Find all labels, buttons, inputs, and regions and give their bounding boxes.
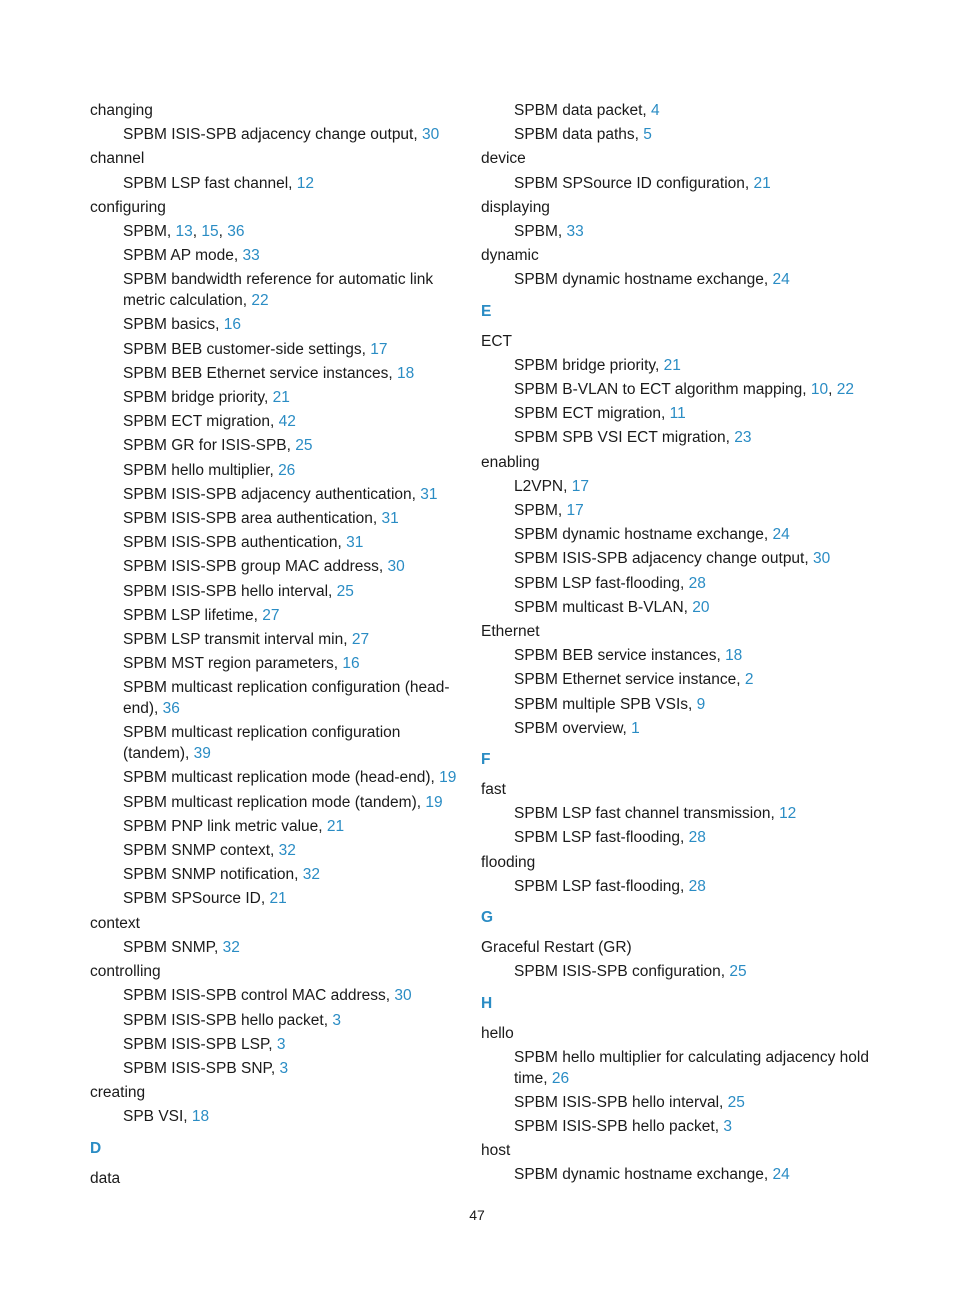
index-subentry-text: SPBM GR for ISIS-SPB, <box>123 437 296 455</box>
index-subentry <box>123 815 470 839</box>
index-subentry-text: SPBM basics, <box>123 316 224 334</box>
index-subentry-text: L2VPN, <box>514 477 572 495</box>
index-subentry <box>514 668 881 692</box>
index-subentry <box>514 172 881 196</box>
index-subentry-text: SPBM bandwidth reference for automatic link metric calculation, <box>123 271 434 310</box>
page-link[interactable]: 17 <box>370 340 388 358</box>
page-link[interactable]: 31 <box>420 485 438 503</box>
page-link[interactable]: 16 <box>342 655 360 673</box>
page-link[interactable]: 4 <box>651 102 660 119</box>
index-subentry-text: SPBM ISIS-SPB authentication, <box>123 534 347 552</box>
index-subentry <box>123 362 470 386</box>
index-column-right <box>481 99 881 1188</box>
page-link[interactable]: 1 <box>631 719 640 737</box>
page-link[interactable]: 13 <box>175 223 193 241</box>
page-link[interactable]: 32 <box>222 938 240 956</box>
page-link[interactable]: 26 <box>551 1069 570 1087</box>
page-link[interactable]: 30 <box>421 126 440 144</box>
page-link[interactable]: 3 <box>723 1117 732 1135</box>
index-subentry <box>514 693 881 717</box>
index-subentry <box>123 386 470 410</box>
page-link[interactable]: 21 <box>269 890 287 908</box>
index-term: creating <box>90 1084 146 1102</box>
page-link[interactable]: 21 <box>753 174 771 192</box>
index-subentry <box>123 483 470 507</box>
index-subentry-text: SPBM ISIS-SPB hello packet, <box>123 1011 333 1029</box>
index-subentry-text: SPBM BEB service instances, <box>514 647 726 665</box>
index-letter-heading: G <box>481 909 494 927</box>
index-subentry-text: SPBM SPB VSI ECT migration, <box>514 429 735 447</box>
index-letter-heading: E <box>481 302 492 320</box>
index-subentry-text: SPBM hello multiplier for calculating adjacency hold time, <box>514 1048 869 1087</box>
index-subentry-text: SPBM LSP lifetime, <box>123 606 263 624</box>
page-link[interactable]: 22 <box>251 292 269 310</box>
index-term: dynamic <box>481 247 539 265</box>
index-subentry-text: SPBM bridge priority, <box>123 389 273 407</box>
page-link[interactable]: 32 <box>278 842 296 860</box>
index-term: flooding <box>481 853 536 871</box>
index-subentry <box>514 644 881 668</box>
index-subentry <box>123 580 470 604</box>
page-link[interactable]: 25 <box>727 1093 745 1111</box>
index-subentry <box>514 717 881 741</box>
index-subentry <box>123 313 470 337</box>
page-link[interactable]: 18 <box>396 364 415 382</box>
index-subentry <box>123 984 470 1008</box>
page-link[interactable]: 24 <box>772 526 790 544</box>
page-link[interactable]: 12 <box>296 174 315 192</box>
index-subentry-text: SPBM ISIS-SPB hello interval, <box>514 1093 728 1111</box>
page-link[interactable]: 30 <box>812 550 831 568</box>
index-subentry <box>123 1009 470 1033</box>
index-subentry-text: SPBM ISIS-SPB LSP, <box>123 1035 277 1053</box>
page-link[interactable]: 31 <box>381 510 399 528</box>
index-subentry-text: SPB VSI, <box>123 1108 192 1126</box>
index-subentry-text: SPBM, <box>514 223 567 241</box>
index-subentry-text: SPBM ISIS-SPB configuration, <box>514 963 730 981</box>
page-link[interactable]: 25 <box>295 437 313 455</box>
index-subentry-text: SPBM hello multiplier, <box>123 461 279 479</box>
index-subentry-text: SPBM SNMP notification, <box>123 866 303 884</box>
index-subentry-text: SPBM MST region parameters, <box>123 655 343 673</box>
index-subentry-text: SPBM PNP link metric value, <box>123 817 327 835</box>
index-term: enabling <box>481 453 540 471</box>
index-subentry <box>514 1115 881 1139</box>
page-link[interactable]: 28 <box>688 877 706 895</box>
page-link[interactable]: 3 <box>332 1011 341 1029</box>
page-link[interactable]: 19 <box>439 769 457 787</box>
index-subentry <box>514 220 881 244</box>
index-subentry <box>123 936 470 960</box>
index-subentry <box>123 434 470 458</box>
index-subentry <box>123 628 470 652</box>
index-subentry <box>123 555 470 579</box>
page-link[interactable]: 32 <box>302 866 321 884</box>
page-link[interactable]: 25 <box>729 963 747 981</box>
page-link[interactable]: 21 <box>663 356 681 374</box>
page-link[interactable]: 30 <box>394 987 412 1005</box>
index-subentry <box>123 839 470 863</box>
index-term: controlling <box>90 963 161 981</box>
page-link[interactable]: 39 <box>193 745 211 763</box>
index-subentry-text: SPBM B-VLAN to ECT algorithm mapping, <box>514 381 811 399</box>
page-link[interactable]: 18 <box>191 1108 210 1126</box>
index-term: fast <box>481 781 506 799</box>
index-subentry-text: SPBM, <box>514 502 567 520</box>
index-subentry-text: SPBM LSP fast channel, <box>123 174 297 192</box>
page-link[interactable]: 33 <box>566 223 584 241</box>
index-subentry <box>123 244 470 268</box>
page-link[interactable]: 22 <box>836 381 855 399</box>
index-subentry-text: SPBM multicast replication mode (head-end), <box>123 769 440 787</box>
index-subentry <box>514 523 881 547</box>
index-subentry <box>514 572 881 596</box>
index-subentry-text: SPBM data packet, <box>514 102 651 119</box>
index-subentry <box>123 887 470 911</box>
index-term: device <box>481 150 526 168</box>
index-subentry-text: SPBM dynamic hostname exchange, <box>514 526 773 544</box>
index-subentry <box>514 596 881 620</box>
index-subentry <box>123 531 470 555</box>
page-link[interactable]: 19 <box>425 793 443 811</box>
index-subentry <box>514 123 881 147</box>
page-separator: , <box>192 223 202 241</box>
index-subentry <box>123 1057 470 1081</box>
index-term: configuring <box>90 198 166 216</box>
index-subentry-text: SPBM LSP fast-flooding, <box>514 877 689 895</box>
index-subentry-text: SPBM multicast replication mode (tandem), <box>123 793 426 811</box>
index-subentry-text: SPBM BEB customer-side settings, <box>123 340 371 358</box>
index-subentry-text: SPBM SNMP, <box>123 938 223 956</box>
index-term: ECT <box>481 332 512 350</box>
page-number: 47 <box>469 1207 485 1223</box>
index-term: host <box>481 1142 511 1160</box>
page-link[interactable]: 17 <box>566 502 584 520</box>
index-subentry <box>514 1163 881 1187</box>
page-link[interactable]: 26 <box>278 461 296 479</box>
index-term: changing <box>90 102 153 119</box>
index-subentry <box>514 268 881 292</box>
index-subentry-text: SPBM ISIS-SPB group MAC address, <box>123 558 388 576</box>
index-subentry <box>123 410 470 434</box>
index-subentry-text: SPBM ISIS-SPB adjacency authentication, <box>123 485 421 503</box>
index-subentry <box>514 1091 881 1115</box>
index-subentry-text: SPBM bridge priority, <box>514 356 664 374</box>
index-subentry <box>123 268 470 313</box>
index-subentry-text: SPBM ISIS-SPB hello interval, <box>123 582 337 600</box>
page-link[interactable]: 12 <box>779 805 797 823</box>
index-subentry <box>514 426 881 450</box>
page-link[interactable]: 18 <box>725 647 743 665</box>
index-subentry-text: SPBM ISIS-SPB area authentication, <box>123 510 382 528</box>
index-subentry-text: SPBM ISIS-SPB adjacency change output, <box>123 126 422 144</box>
page-link[interactable]: 16 <box>223 316 242 334</box>
index-subentry <box>123 676 470 721</box>
index-subentry-text: SPBM LSP transmit interval min, <box>123 631 352 649</box>
index-subentry-text: SPBM AP mode, <box>123 247 243 265</box>
index-subentry-text: SPBM dynamic hostname exchange, <box>514 271 773 289</box>
index-column-left <box>90 99 470 1191</box>
index-subentry <box>123 652 470 676</box>
page-link[interactable]: 3 <box>276 1035 286 1053</box>
index-term: channel <box>90 150 145 168</box>
index-subentry-text: SPBM ISIS-SPB control MAC address, <box>123 987 395 1005</box>
index-subentry <box>123 1105 470 1129</box>
page-link[interactable]: 28 <box>688 829 706 847</box>
index-subentry <box>123 791 470 815</box>
index-subentry <box>514 354 881 378</box>
index-subentry-text: SPBM multicast replication configuration (head-end), <box>123 679 450 718</box>
page-link[interactable]: 24 <box>772 1166 790 1184</box>
page-link[interactable]: 24 <box>772 271 790 289</box>
page-link[interactable]: 33 <box>242 247 260 265</box>
page-link[interactable]: 10 <box>810 381 829 399</box>
page-link[interactable]: 36 <box>227 223 245 241</box>
index-subentry <box>514 960 881 984</box>
index-subentry <box>123 220 470 244</box>
index-subentry <box>514 378 881 402</box>
index-term: hello <box>481 1024 514 1042</box>
page-link[interactable]: 30 <box>387 558 405 576</box>
page-link[interactable]: 42 <box>278 413 296 431</box>
page-link[interactable]: 21 <box>272 389 290 407</box>
page-link[interactable]: 20 <box>692 598 710 616</box>
page-link[interactable]: 27 <box>262 606 280 624</box>
index-term: Ethernet <box>481 623 540 641</box>
page-link[interactable]: 2 <box>744 671 754 689</box>
index-subentry-text: SPBM ISIS-SPB adjacency change output, <box>514 550 813 568</box>
index-subentry <box>123 172 470 196</box>
index-subentry-text: SPBM ISIS-SPB hello packet, <box>514 1117 724 1135</box>
index-subentry <box>123 507 470 531</box>
index-subentry <box>123 604 470 628</box>
index-subentry <box>123 863 470 887</box>
page-separator: , <box>828 381 837 399</box>
index-subentry <box>514 475 881 499</box>
index-subentry-text: SPBM overview, <box>514 719 632 737</box>
index-subentry <box>123 459 470 483</box>
index-subentry-text: SPBM ECT migration, <box>123 413 279 431</box>
index-subentry <box>514 499 881 523</box>
page-link[interactable]: 5 <box>643 126 652 144</box>
index-subentry-text: SPBM ECT migration, <box>514 405 670 423</box>
page-link[interactable]: 25 <box>336 582 354 600</box>
index-subentry <box>514 1046 881 1091</box>
index-subentry <box>514 802 881 826</box>
index-term: context <box>90 914 140 932</box>
index-letter-heading: F <box>481 751 491 769</box>
index-subentry-text: SPBM SPSource ID, <box>123 890 270 908</box>
index-subentry <box>514 826 881 850</box>
index-term: data <box>90 1169 121 1187</box>
page-link[interactable]: 36 <box>162 700 180 718</box>
index-subentry-text: SPBM, <box>123 223 176 241</box>
index-subentry-text: SPBM ISIS-SPB SNP, <box>123 1059 280 1077</box>
page-link[interactable]: 21 <box>326 817 345 835</box>
index-subentry-text: SPBM multiple SPB VSIs, <box>514 695 697 713</box>
index-subentry <box>514 875 881 899</box>
index-subentry-text: SPBM BEB Ethernet service instances, <box>123 364 397 382</box>
index-subentry-text: SPBM LSP fast-flooding, <box>514 574 689 592</box>
page-separator: , <box>218 223 228 241</box>
index-subentry-text: SPBM dynamic hostname exchange, <box>514 1166 773 1184</box>
index-subentry <box>514 402 881 426</box>
index-subentry <box>514 99 881 123</box>
index-subentry <box>123 338 470 362</box>
index-subentry <box>123 766 470 790</box>
index-letter-heading: D <box>90 1139 102 1157</box>
index-subentry-text: SPBM SPSource ID configuration, <box>514 174 754 192</box>
page-link[interactable]: 3 <box>279 1059 289 1077</box>
index-subentry-text: SPBM Ethernet service instance, <box>514 671 745 689</box>
page-link[interactable]: 11 <box>669 405 686 423</box>
page-link[interactable]: 15 <box>201 223 219 241</box>
index-subentry <box>123 1033 470 1057</box>
index-subentry-text: SPBM LSP fast channel transmission, <box>514 805 780 823</box>
index-subentry <box>123 721 470 766</box>
index-subentry-text: SPBM LSP fast-flooding, <box>514 829 689 847</box>
index-term: displaying <box>481 198 550 216</box>
index-subentry <box>514 547 881 571</box>
page-link[interactable]: 17 <box>571 477 589 495</box>
index-letter-heading: H <box>481 994 493 1012</box>
index-subentry-text: SPBM SNMP context, <box>123 842 279 860</box>
page-link[interactable]: 31 <box>346 534 364 552</box>
index-subentry-text: SPBM multicast replication configuration (tandem), <box>123 724 401 763</box>
index-subentry-text: SPBM data paths, <box>514 126 644 144</box>
index-subentry <box>123 123 470 147</box>
page-link[interactable]: 27 <box>351 631 370 649</box>
index-term: Graceful Restart (GR) <box>481 939 632 957</box>
page-link[interactable]: 9 <box>696 695 706 713</box>
page-link[interactable]: 23 <box>734 429 752 447</box>
index-subentry-text: SPBM multicast B-VLAN, <box>514 598 693 616</box>
page-link[interactable]: 28 <box>688 574 706 592</box>
